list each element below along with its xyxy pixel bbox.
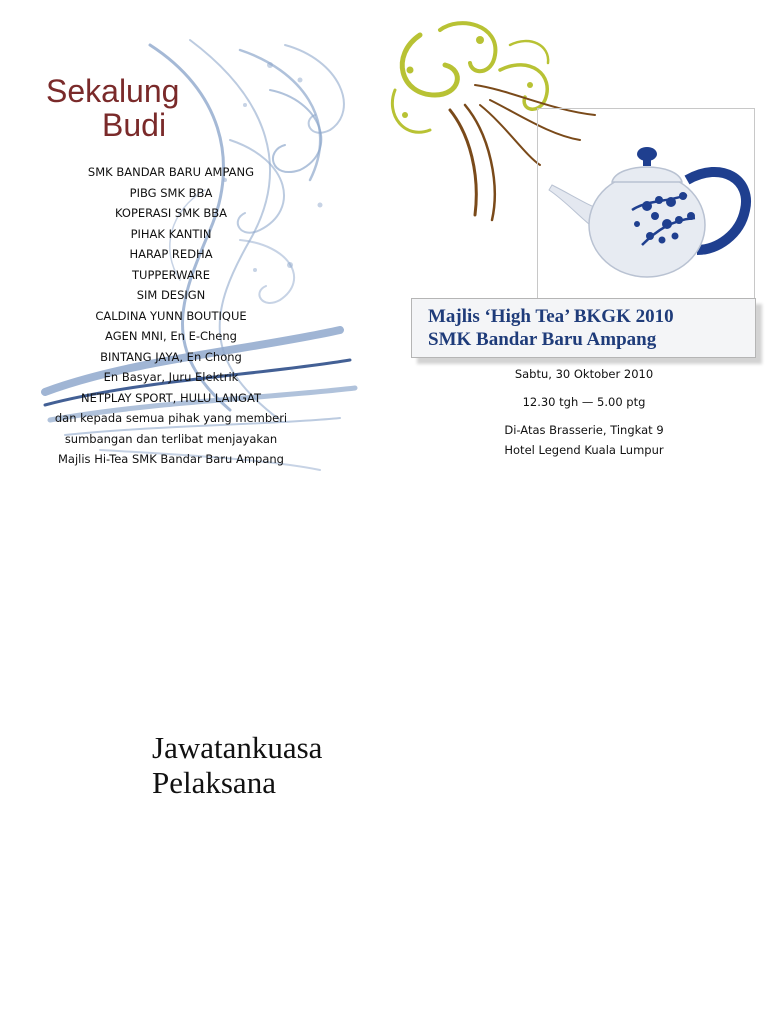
- list-item: KOPERASI SMK BBA: [115, 206, 227, 220]
- acknowledgement-list: [40, 162, 302, 470]
- list-item: BINTANG JAYA, En Chong: [100, 349, 242, 364]
- event-title-line-2: SMK Bandar Baru Ampang: [428, 329, 657, 350]
- committee-line-1: Jawatankuasa: [152, 730, 323, 765]
- list-item: NETPLAY SPORT, HULU LANGAT: [81, 390, 261, 405]
- event-venue-line-2: Hotel Legend Kuala Lumpur: [504, 443, 664, 457]
- event-title-box: [411, 298, 756, 358]
- event-details: [430, 364, 738, 460]
- list-item: PIHAK KANTIN: [130, 226, 212, 241]
- committee-line-2: Pelaksana: [152, 765, 276, 800]
- brochure-title: [46, 74, 179, 142]
- list-item: SMK BANDAR BARU AMPANG: [87, 165, 255, 179]
- list-item: CALDINA YUNN BOUTIQUE: [95, 308, 247, 323]
- event-time: 12.30 tgh — 5.00 ptg: [522, 395, 646, 409]
- list-item: TUPPERWARE: [132, 267, 210, 282]
- list-item: HARAP REDHA: [129, 247, 213, 261]
- list-item: AGEN MNI, En E-Cheng: [105, 329, 237, 343]
- list-item: Majlis Hi-Tea SMK Bandar Baru Ampang: [58, 452, 284, 466]
- title-line-1: Sekalung: [46, 73, 180, 109]
- list-item: En Basyar, Juru Elektrik: [103, 370, 239, 384]
- list-item: sumbangan dan terlibat menjayakan: [64, 431, 278, 446]
- list-item: PIBG SMK BBA: [129, 185, 213, 200]
- event-date: Sabtu, 30 Oktober 2010: [514, 367, 654, 381]
- committee-heading: [152, 730, 322, 800]
- event-title-line-1: Majlis ‘High Tea’ BKGK 2010: [428, 306, 674, 327]
- list-item: dan kepada semua pihak yang memberi: [54, 411, 288, 425]
- teapot-icon: [547, 140, 752, 285]
- title-line-2: Budi: [102, 107, 167, 143]
- event-venue-line-1: Di-Atas Brasserie, Tingkat 9: [504, 423, 664, 437]
- list-item: SIM DESIGN: [136, 288, 206, 302]
